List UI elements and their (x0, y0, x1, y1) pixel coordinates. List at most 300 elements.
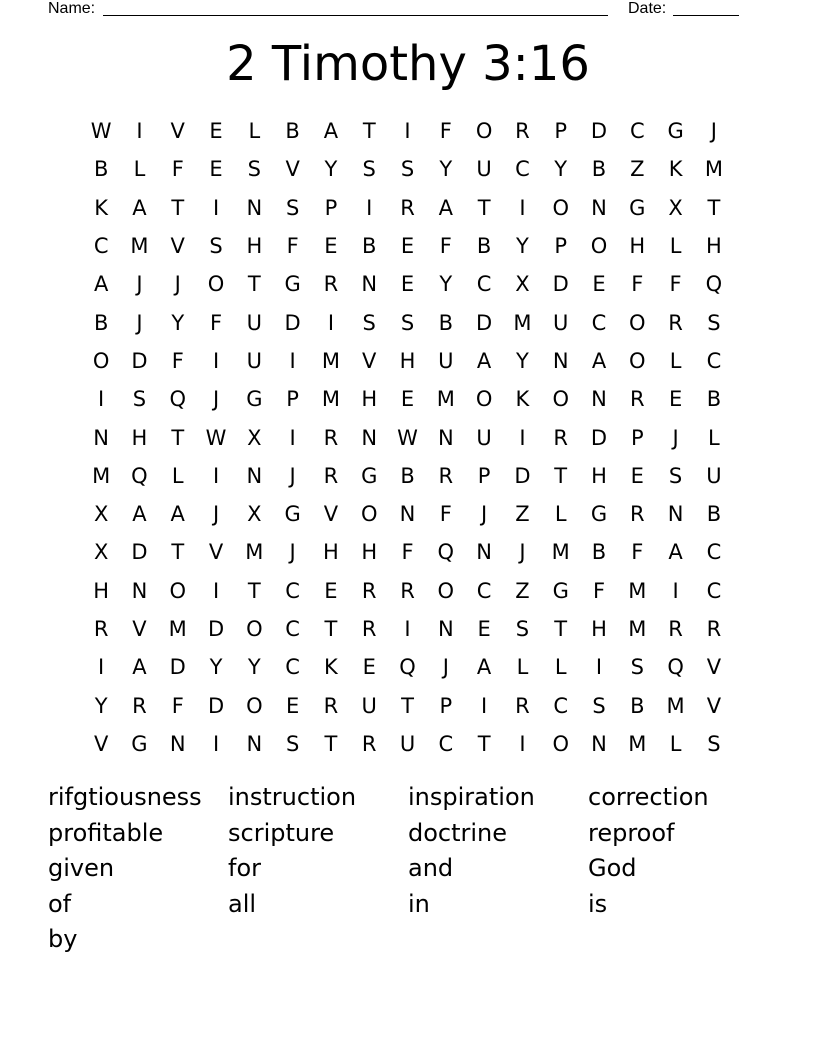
grid-letter: G (131, 731, 148, 756)
grid-letter: U (553, 310, 569, 335)
grid-letter: D (590, 425, 608, 450)
grid-letter: I (289, 425, 296, 450)
grid-letter: B (400, 463, 415, 488)
grid-letter: Y (247, 655, 261, 680)
grid-letter: W (90, 119, 112, 144)
grid-letter: N (667, 502, 684, 527)
grid-letter: V (132, 617, 147, 641)
grid-letter: T (324, 731, 338, 756)
grid-letter: L (669, 348, 682, 373)
grid-letter: B (93, 157, 109, 182)
grid-letter: I (289, 348, 296, 373)
grid-letter: C (515, 157, 530, 182)
worksheet-header (48, 0, 748, 20)
grid-letter: H (361, 540, 378, 565)
grid-letter: E (630, 463, 644, 488)
grid-letter: M (321, 387, 340, 412)
grid-letter: A (132, 502, 147, 527)
grid-letter: O (552, 731, 569, 756)
grid-letter: V (170, 119, 185, 144)
grid-letter: F (171, 693, 184, 718)
grid-letter: F (669, 272, 682, 297)
grid-letter: V (362, 348, 377, 373)
grid-letter: A (323, 119, 339, 144)
grid-letter: Y (516, 234, 529, 259)
grid-letter: I (212, 731, 220, 756)
grid-letter: A (132, 195, 147, 220)
grid-letter: F (439, 502, 452, 527)
grid-letter: R (323, 272, 339, 297)
grid-letter: O (207, 272, 225, 297)
grid-letter: D (207, 617, 225, 641)
grid-letter: H (591, 617, 607, 641)
grid-letter: T (171, 195, 185, 220)
grid-letter: F (631, 272, 644, 297)
grid-letter: I (481, 693, 488, 718)
grid-letter: J (136, 272, 143, 297)
grid-letter: V (323, 502, 339, 527)
grid-letter: M (130, 234, 149, 259)
grid-letter: H (323, 540, 339, 565)
grid-letter: L (248, 119, 261, 144)
grid-letter: J (212, 502, 220, 527)
date-blank-line (673, 15, 739, 16)
word-bank-item: is (588, 889, 608, 918)
grid-letter: J (289, 463, 296, 488)
grid-letter: I (136, 119, 143, 144)
grid-letter: R (323, 425, 339, 450)
grid-letter: S (515, 617, 530, 641)
grid-letter: S (285, 195, 300, 220)
grid-letter: E (400, 272, 415, 297)
grid-letter: O (629, 310, 646, 335)
grid-letter: C (591, 310, 607, 335)
grid-letter: O (590, 234, 608, 259)
grid-letter: T (554, 617, 568, 641)
grid-letter: E (209, 119, 223, 144)
grid-letter: K (94, 195, 109, 220)
grid-letter: R (515, 119, 530, 144)
grid-letter: I (404, 617, 411, 641)
grid-letter: T (401, 693, 414, 718)
grid-letter: E (592, 272, 606, 297)
grid-letter: R (630, 387, 645, 412)
grid-letter: K (324, 655, 338, 680)
grid-letter: D (284, 310, 301, 335)
grid-letter: I (519, 731, 526, 756)
grid-letter: X (247, 502, 262, 527)
grid-letter: R (361, 578, 377, 603)
grid-letter: H (131, 425, 148, 450)
grid-letter: B (706, 387, 722, 412)
grid-letter: H (629, 234, 646, 259)
grid-letter: J (212, 387, 220, 412)
grid-letter: N (246, 731, 263, 756)
grid-letter: K (515, 387, 530, 412)
grid-letter: J (442, 655, 449, 680)
grid-letter: M (628, 578, 647, 603)
grid-letter: S (132, 387, 147, 412)
grid-letter: V (208, 540, 224, 565)
word-bank-item: God (588, 854, 637, 882)
grid-letter: P (477, 463, 491, 488)
grid-letter: Y (554, 157, 568, 182)
grid-letter: G (667, 119, 684, 144)
grid-letter: J (136, 310, 143, 335)
grid-letter: E (209, 157, 223, 182)
grid-letter: O (552, 195, 569, 220)
grid-letter: B (591, 540, 607, 565)
grid-letter: O (360, 502, 378, 527)
grid-letter: C (706, 540, 722, 565)
grid-letter: D (131, 540, 148, 565)
grid-letter: O (552, 387, 569, 412)
grid-letter: S (630, 655, 644, 680)
page-title: 2 Timothy 3:16 (226, 36, 590, 92)
grid-letter: T (477, 195, 491, 220)
grid-letter: I (212, 463, 220, 488)
grid-letter: L (171, 463, 184, 488)
grid-letter: N (437, 617, 454, 641)
grid-letter: C (476, 578, 492, 603)
word-bank-item: doctrine (408, 818, 508, 847)
grid-letter: I (595, 655, 603, 680)
grid-letter: S (707, 731, 721, 756)
grid-letter: Z (515, 578, 530, 603)
grid-letter: B (630, 693, 645, 718)
word-bank-item: instruction (228, 783, 357, 811)
grid-letter: D (476, 310, 493, 335)
grid-letter: M (513, 310, 532, 335)
grid-letter: G (629, 195, 646, 220)
grid-letter: B (591, 157, 607, 182)
grid-letter: I (98, 387, 105, 412)
word-bank-item: in (408, 889, 430, 918)
grid-letter: D (169, 655, 186, 680)
grid-letter: P (630, 425, 644, 450)
grid-letter: I (212, 348, 220, 373)
word-bank-item: and (408, 854, 454, 882)
grid-letter: N (591, 387, 607, 412)
grid-letter: J (710, 119, 717, 144)
grid-letter: N (361, 425, 378, 450)
grid-letter: O (246, 693, 263, 718)
grid-letter: U (438, 348, 454, 373)
grid-letter: R (323, 693, 339, 718)
grid-letter: E (324, 234, 338, 259)
grid-letter: P (324, 195, 338, 220)
grid-letter: U (361, 693, 377, 718)
grid-letter: I (98, 655, 105, 680)
grid-letter: S (362, 310, 376, 335)
grid-letter: A (170, 502, 185, 527)
grid-letter: N (591, 731, 607, 756)
grid-letter: J (174, 272, 181, 297)
grid-letter: P (439, 693, 453, 718)
grid-letter: X (668, 195, 683, 220)
grid-letter: Q (399, 655, 416, 680)
grid-letter: R (706, 617, 722, 641)
grid-letter: F (171, 157, 184, 182)
grid-letter: V (706, 693, 722, 718)
grid-letter: R (323, 463, 339, 488)
grid-letter: O (246, 617, 263, 641)
grid-letter: I (519, 425, 526, 450)
grid-letter: H (93, 578, 110, 603)
grid-letter: X (515, 272, 530, 297)
grid-letter: D (590, 119, 608, 144)
grid-letter: O (92, 348, 110, 373)
grid-letter: R (668, 310, 683, 335)
grid-letter: T (477, 731, 491, 756)
grid-letter: F (439, 119, 452, 144)
grid-letter: T (707, 195, 721, 220)
grid-letter: G (552, 578, 569, 603)
grid-letter: U (476, 157, 492, 182)
grid-letter: I (327, 310, 335, 335)
grid-letter: F (401, 540, 414, 565)
grid-letter: C (629, 119, 645, 144)
grid-letter: S (362, 157, 376, 182)
grid-letter: W (205, 425, 227, 450)
grid-letter: M (321, 348, 340, 373)
grid-letter: U (476, 425, 492, 450)
grid-letter: M (666, 693, 685, 718)
grid-letter: R (93, 617, 109, 641)
grid-letter: M (245, 540, 264, 565)
grid-letter: F (592, 578, 606, 603)
grid-letter: R (400, 195, 415, 220)
grid-letter: C (706, 348, 722, 373)
grid-letter: N (246, 195, 263, 220)
grid-letter: A (132, 655, 147, 680)
grid-letter: O (475, 119, 493, 144)
grid-letter: H (361, 387, 378, 412)
grid-letter: F (286, 234, 299, 259)
grid-letter: F (171, 348, 184, 373)
grid-letter: H (591, 463, 607, 488)
grid-letter: Y (324, 157, 338, 182)
grid-letter: L (669, 234, 682, 259)
grid-letter: Z (630, 157, 645, 182)
grid-letter: M (704, 157, 723, 182)
grid-letter: M (551, 540, 570, 565)
grid-letter: V (706, 655, 722, 680)
grid-letter: B (438, 310, 454, 335)
grid-letter: H (399, 348, 416, 373)
grid-letter: D (552, 272, 569, 297)
word-bank (48, 780, 768, 958)
grid-letter: E (400, 387, 415, 412)
grid-letter: T (247, 578, 261, 603)
grid-letter: N (93, 425, 109, 450)
grid-letter: U (706, 463, 722, 488)
grid-letter: F (439, 234, 452, 259)
word-bank-item: for (228, 854, 261, 882)
grid-letter: L (669, 731, 682, 756)
grid-letter: J (481, 502, 488, 527)
grid-letter: O (169, 578, 186, 603)
grid-letter: K (668, 157, 683, 182)
grid-letter: T (554, 463, 568, 488)
grid-letter: L (133, 157, 146, 182)
grid-letter: Q (437, 540, 455, 565)
grid-letter: C (553, 693, 569, 718)
grid-letter: C (476, 272, 492, 297)
grid-letter: E (477, 617, 491, 641)
grid-letter: G (284, 272, 301, 297)
grid-letter: T (171, 425, 185, 450)
name-label: Name: (48, 0, 96, 17)
grid-letter: B (706, 502, 722, 527)
grid-letter: V (170, 234, 185, 259)
grid-letter: S (400, 310, 415, 335)
grid-letter: N (361, 272, 378, 297)
word-bank-item: rifgtiousness (48, 783, 202, 811)
grid-letter: P (554, 119, 568, 144)
grid-letter: V (285, 157, 300, 182)
grid-letter: E (400, 234, 415, 259)
word-bank-item: all (228, 889, 257, 918)
word-bank-item: scripture (228, 818, 335, 847)
grid-letter: R (132, 693, 147, 718)
grid-letter: L (554, 655, 567, 680)
grid-letter: M (92, 463, 111, 488)
grid-letter: T (247, 272, 261, 297)
word-bank-item: given (48, 854, 115, 882)
grid-letter: Q (667, 655, 684, 680)
grid-letter: C (438, 731, 454, 756)
grid-letter: A (476, 655, 492, 680)
grid-letter: T (324, 617, 338, 641)
word-bank-item: reproof (588, 818, 675, 847)
grid-letter: J (289, 540, 296, 565)
grid-letter: S (592, 693, 606, 718)
grid-letter: O (629, 348, 646, 373)
grid-letter: I (212, 195, 220, 220)
grid-letter: C (93, 234, 109, 259)
grid-letter: Q (169, 387, 186, 412)
grid-letter: S (209, 234, 223, 259)
grid-letter: Z (515, 502, 530, 527)
grid-letter: J (672, 425, 679, 450)
name-blank-line (103, 15, 608, 16)
grid-letter: L (516, 655, 529, 680)
grid-letter: R (630, 502, 645, 527)
grid-letter: X (93, 540, 109, 565)
word-bank-item: profitable (48, 818, 164, 847)
grid-letter: B (476, 234, 492, 259)
grid-letter: A (668, 540, 683, 565)
grid-letter: M (168, 617, 187, 641)
grid-letter: H (706, 234, 722, 259)
grid-letter: S (400, 157, 415, 182)
grid-letter: V (93, 731, 109, 756)
grid-letter: R (515, 693, 530, 718)
grid-letter: L (708, 425, 720, 450)
grid-letter: T (362, 119, 376, 144)
grid-letter: R (361, 731, 377, 756)
grid-letter: B (93, 310, 109, 335)
grid-letter: Y (171, 310, 185, 335)
letter-grid (82, 112, 733, 763)
grid-letter: D (131, 348, 148, 373)
word-bank-item: by (48, 925, 78, 953)
grid-letter: B (285, 119, 300, 144)
grid-letter: G (246, 387, 263, 412)
grid-letter: G (590, 502, 608, 527)
grid-letter: E (285, 693, 300, 718)
grid-letter: H (246, 234, 263, 259)
grid-letter: O (475, 387, 493, 412)
grid-letter: R (361, 617, 377, 641)
grid-letter: E (362, 655, 376, 680)
grid-letter: J (519, 540, 526, 565)
grid-letter: W (397, 425, 418, 450)
grid-letter: U (246, 348, 263, 373)
grid-letter: D (207, 693, 225, 718)
grid-letter: F (209, 310, 223, 335)
grid-letter: I (366, 195, 373, 220)
grid-letter: E (324, 578, 338, 603)
grid-letter: I (519, 195, 526, 220)
grid-letter: S (668, 463, 683, 488)
grid-letter: U (246, 310, 263, 335)
grid-letter: R (553, 425, 568, 450)
grid-letter: P (286, 387, 299, 412)
grid-letter: G (361, 463, 378, 488)
grid-letter: Q (131, 463, 148, 488)
grid-letter: C (706, 578, 722, 603)
grid-letter: A (591, 348, 607, 373)
grid-letter: A (93, 272, 109, 297)
word-bank-item: correction (588, 783, 709, 811)
word-bank-item: inspiration (408, 783, 535, 811)
grid-letter: R (438, 463, 454, 488)
grid-letter: N (399, 502, 416, 527)
grid-letter: S (707, 310, 721, 335)
grid-letter: C (285, 578, 300, 603)
grid-letter: E (668, 387, 683, 412)
grid-letter: N (476, 540, 492, 565)
grid-letter: X (247, 425, 262, 450)
grid-letter: X (93, 502, 109, 527)
grid-letter: N (246, 463, 263, 488)
grid-letter: B (362, 234, 377, 259)
grid-letter: R (668, 617, 683, 641)
grid-letter: N (591, 195, 607, 220)
grid-letter: Y (439, 272, 453, 297)
grid-letter: I (212, 578, 220, 603)
grid-letter: T (171, 540, 185, 565)
grid-letter: Y (94, 693, 108, 718)
grid-letter: M (628, 617, 647, 641)
grid-letter: Y (439, 157, 453, 182)
grid-letter: I (404, 119, 411, 144)
grid-letter: N (552, 348, 569, 373)
grid-letter: U (399, 731, 416, 756)
date-label: Date: (628, 0, 667, 17)
grid-letter: Y (209, 655, 223, 680)
grid-letter: Q (705, 272, 723, 297)
grid-letter: R (400, 578, 415, 603)
grid-letter: C (285, 655, 300, 680)
grid-letter: N (131, 578, 148, 603)
word-bank-item: of (48, 889, 72, 918)
grid-letter: P (554, 234, 568, 259)
grid-letter: C (285, 617, 300, 641)
grid-letter: N (437, 425, 454, 450)
